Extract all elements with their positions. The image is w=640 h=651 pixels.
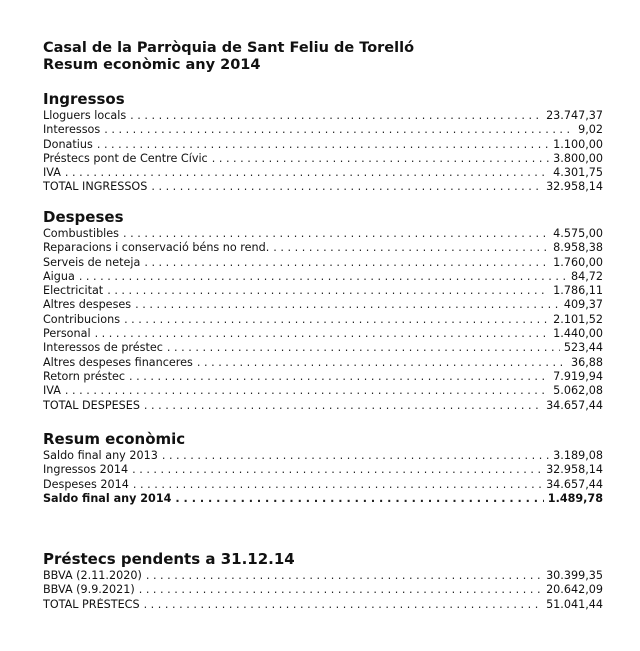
row-value: 8.958,38 <box>553 241 603 255</box>
row-label: Ingressos 2014 <box>43 463 129 477</box>
section-title: Resum econòmic <box>43 430 186 448</box>
dot-leader <box>97 138 549 152</box>
ledger-row <box>43 152 603 166</box>
row-value: 3.800,00 <box>553 151 603 165</box>
dot-leader <box>146 569 542 583</box>
dot-leader <box>107 284 549 298</box>
ledger-row <box>43 123 603 137</box>
row-value: 1.440,00 <box>553 327 603 341</box>
document-header <box>43 40 603 74</box>
ledger-row <box>43 166 603 180</box>
total-row <box>43 399 603 413</box>
row-label: Reparacions i conservació béns no rend. <box>43 241 270 255</box>
dot-leader <box>132 463 542 477</box>
ledger-row <box>43 370 603 384</box>
row-label: Serveis de neteja <box>43 255 141 269</box>
row-label: Combustibles <box>43 227 119 240</box>
row-value: 4.301,75 <box>553 166 603 180</box>
dot-leader <box>167 341 560 355</box>
row-value: 7.919,94 <box>553 369 603 383</box>
row-label: Retorn préstec <box>43 369 126 383</box>
row-label: Personal <box>43 327 91 341</box>
row-value: 5.062,08 <box>553 384 603 398</box>
total-row <box>43 598 603 612</box>
ledger-row <box>43 327 603 341</box>
row-value: 32.958,14 <box>546 180 603 194</box>
dot-leader <box>144 399 542 413</box>
ledger-row <box>43 569 603 583</box>
dot-leader <box>129 370 549 384</box>
row-value: 4.575,00 <box>553 227 603 240</box>
dot-leader <box>124 313 549 327</box>
row-value: 34.657,44 <box>546 398 603 412</box>
section-title: Préstecs pendents a 31.12.14 <box>43 550 295 568</box>
row-label: Altres despeses financeres <box>43 355 193 369</box>
row-label: IVA <box>43 384 61 398</box>
ledger-row <box>43 109 603 123</box>
dot-leader <box>104 123 574 137</box>
row-value: 2.101,52 <box>553 312 603 326</box>
row-label: Donatius <box>43 137 93 151</box>
total-row <box>43 180 603 194</box>
ledger-row <box>43 384 603 398</box>
section-despeses <box>43 208 603 413</box>
ledger-row <box>43 356 603 370</box>
row-value: 34.657,44 <box>546 477 603 491</box>
row-label: Saldo final any 2013 <box>43 449 158 462</box>
row-value: 20.642,09 <box>546 583 603 597</box>
document-title: Casal de la Parròquia de Sant Feliu de Torelló <box>43 40 415 56</box>
row-value: 1.489,78 <box>547 491 603 505</box>
section-ingressos <box>43 90 603 195</box>
row-value: 36,88 <box>570 355 603 369</box>
row-value: 1.760,00 <box>553 255 603 269</box>
ledger-row <box>43 313 603 327</box>
row-value: 523,44 <box>563 341 603 355</box>
ledger-row <box>43 256 603 270</box>
ledger-row <box>43 298 603 312</box>
row-value: 1.786,11 <box>553 284 603 298</box>
row-label: BBVA (2.11.2020) <box>43 569 142 582</box>
dot-leader <box>144 256 549 270</box>
row-label: Interessos <box>43 123 101 137</box>
row-label: TOTAL DESPESES <box>43 398 140 412</box>
dot-leader <box>79 270 567 284</box>
section-title: Despeses <box>43 208 124 226</box>
row-label: Lloguers locals <box>43 109 127 122</box>
dot-leader <box>151 180 542 194</box>
ledger-row <box>43 449 603 463</box>
ledger-row <box>43 138 603 152</box>
dot-leader <box>65 166 549 180</box>
dot-leader <box>273 241 549 255</box>
row-label: Aigua <box>43 269 75 283</box>
ledger-row <box>43 227 603 241</box>
document-page <box>43 40 603 611</box>
dot-leader <box>65 384 549 398</box>
dot-leader <box>162 449 549 463</box>
dot-leader <box>175 492 543 506</box>
section-resum <box>43 430 603 506</box>
dot-leader <box>144 598 543 612</box>
row-label: IVA <box>43 166 61 180</box>
row-value: 409,37 <box>563 298 603 312</box>
ledger-row <box>43 478 603 492</box>
row-label: Interessos de préstec <box>43 341 163 355</box>
dot-leader <box>197 356 567 370</box>
row-value: 9,02 <box>578 123 603 137</box>
row-label: TOTAL INGRESSOS <box>43 180 148 194</box>
ledger-row <box>43 241 603 255</box>
row-value: 30.399,35 <box>546 569 603 582</box>
dot-leader <box>212 152 549 166</box>
row-value: 3.189,08 <box>553 449 603 462</box>
dot-leader <box>135 298 560 312</box>
dot-leader <box>133 478 542 492</box>
row-label: Altres despeses <box>43 298 132 312</box>
section-title: Ingressos <box>43 90 125 108</box>
ledger-row <box>43 463 603 477</box>
row-label: Electricitat <box>43 284 104 298</box>
row-value: 1.100,00 <box>553 137 603 151</box>
row-value: 23.747,37 <box>546 109 603 122</box>
dot-leader <box>95 327 550 341</box>
ledger-row <box>43 341 603 355</box>
document-subtitle: Resum econòmic any 2014 <box>43 57 261 73</box>
dot-leader <box>123 227 549 241</box>
row-label: BBVA (9.9.2021) <box>43 583 135 597</box>
final-balance-row <box>43 492 603 506</box>
row-label: Contribucions <box>43 312 121 326</box>
section-prestecs <box>43 550 603 612</box>
ledger-row <box>43 270 603 284</box>
row-value: 32.958,14 <box>546 463 603 477</box>
row-label: TOTAL PRÉSTECS <box>43 597 140 611</box>
row-label: Despeses 2014 <box>43 477 129 491</box>
row-label: Saldo final any 2014 <box>43 491 172 505</box>
ledger-row <box>43 284 603 298</box>
dot-leader <box>139 583 542 597</box>
row-value: 84,72 <box>570 269 603 283</box>
dot-leader <box>130 109 542 123</box>
row-value: 51.041,44 <box>546 597 603 611</box>
ledger-row <box>43 583 603 597</box>
row-label: Préstecs pont de Centre Cívic <box>43 151 208 165</box>
